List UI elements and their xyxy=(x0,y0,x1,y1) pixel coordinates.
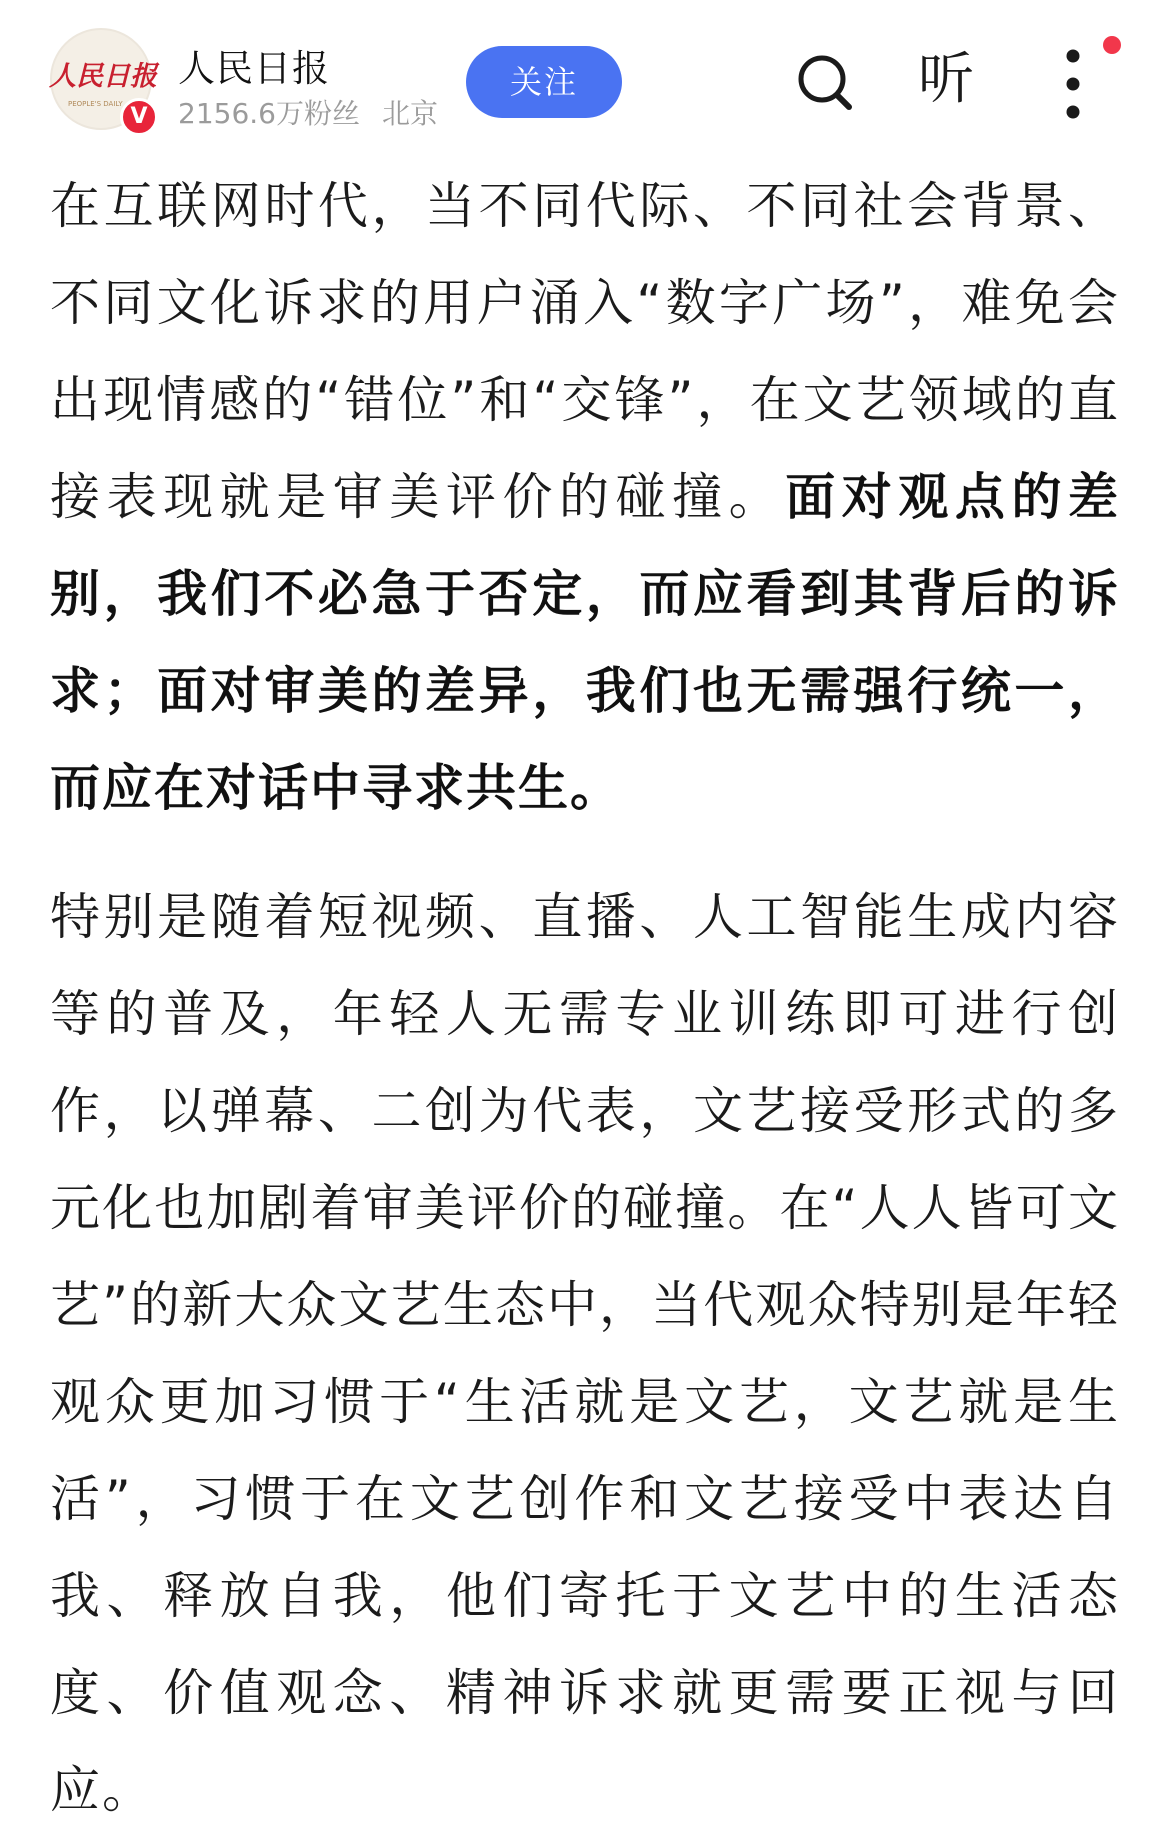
account-meta xyxy=(178,92,438,132)
avatar[interactable] xyxy=(49,28,157,130)
logo-subtext xyxy=(66,92,140,108)
article-paragraph-1 xyxy=(50,158,1120,837)
more-vertical-icon xyxy=(1058,42,1088,126)
logo-calligraphy-icon xyxy=(49,54,157,94)
more-menu-button[interactable] xyxy=(1058,42,1088,126)
notification-dot xyxy=(1103,36,1121,54)
follower-count: 2156.6万粉丝 xyxy=(178,97,360,130)
paragraph-1-bold-text: 面对观点的差别，我们不必急于否定，而应看到其背后的诉求；面对审美的差异，我们也无需强行统一，而应在对话中寻求共生。 xyxy=(50,468,1121,817)
article-header xyxy=(0,0,1170,160)
logo-subtext-label: PEOPLE'S DAILY xyxy=(68,100,123,108)
paragraph-1-text: 在互联网时代，当不同代际、不同社会背景、不同文化诉求的用户涌入“数字广场”，难免会出现情感的“错位”和“交锋”，在文艺领域的直接表现就是审美评价的碰撞。 xyxy=(50,177,1120,526)
account-name[interactable]: 人民日报 xyxy=(178,47,330,90)
logo-text: 人民日报 xyxy=(49,61,157,92)
peoples-daily-logo xyxy=(49,54,157,94)
search-button[interactable] xyxy=(793,50,859,116)
search-icon xyxy=(793,50,859,116)
follow-button[interactable]: 关注 xyxy=(466,46,622,118)
account-location: 北京 xyxy=(381,97,438,130)
article-body xyxy=(50,158,1120,1839)
listen-button[interactable]: 听 xyxy=(918,47,974,112)
verified-badge-icon: V xyxy=(120,98,158,136)
article-paragraph-2 xyxy=(50,869,1120,1839)
paragraph-2-text: 特别是随着短视频、直播、人工智能生成内容等的普及，年轻人无需专业训练即可进行创作，以弹幕、二创为代表，文艺接受形式的多元化也加剧着审美评价的碰撞。在“人人皆可文艺”的新大众文艺生态中，当代观众特别是年轻观众更加习惯于“生活就是文艺，文艺就是生活”，习惯于在文艺创作和文艺接受中表达自我、释放自我，他们寄托于文艺中的生活态度、价值观念、精神诉求就更需要正视与回应。 xyxy=(50,888,1120,1819)
